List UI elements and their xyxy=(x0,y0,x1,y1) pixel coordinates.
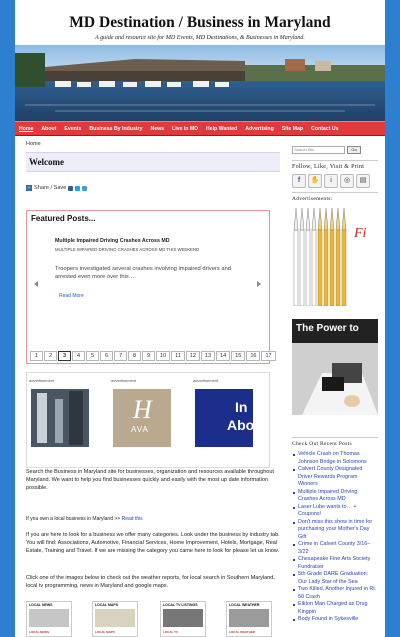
sidebar-search xyxy=(292,146,378,154)
images-paragraph: Click one of the images below to check out the weather reports, for local search in Southern Maryland, local tv programming, news in Maryland and google maps. xyxy=(26,575,275,589)
service-thumbnails xyxy=(26,601,280,637)
search-input[interactable]: Search this xyxy=(292,146,345,154)
local-news-thumb[interactable] xyxy=(26,601,72,637)
main-nav xyxy=(15,121,385,136)
page xyxy=(15,0,385,637)
sidebar-ad-pencils[interactable] xyxy=(292,206,378,306)
intro-paragraph: Search the Business in Maryland site for businesses, organization and resources available throughout Maryland. We want to help you find businesses quickly and easily with the most up date information possible. xyxy=(26,469,274,491)
thumb-image xyxy=(229,609,269,627)
featured-posts-slider xyxy=(26,210,270,364)
ad-image[interactable] xyxy=(195,389,253,447)
page-15-button[interactable]: 15 xyxy=(231,351,245,361)
email-icon[interactable] xyxy=(82,186,87,191)
recent-post-link[interactable]: Chesapeake Fine Arts Society Fundraiser xyxy=(292,556,378,571)
print-icon[interactable]: ▤ xyxy=(356,174,370,188)
recent-post-link[interactable]: Vehicle Crash on Thomas Johnson Bridge in Solomons xyxy=(292,451,378,466)
ad-slot-2[interactable] xyxy=(109,373,179,447)
recent-post-link[interactable]: Laser Lube wants to… + Coupons! xyxy=(292,504,378,519)
advertisement-row xyxy=(26,372,270,468)
thumb-title: LOCAL NEWS xyxy=(29,603,53,607)
nav-business-by-industry[interactable]: Business By Industry xyxy=(89,125,143,132)
thumb-title: LOCAL TV LISTINGS xyxy=(163,603,198,607)
sidebar-ad-power[interactable] xyxy=(292,319,378,415)
page-12-button[interactable]: 12 xyxy=(186,351,200,361)
ad-slot-1[interactable] xyxy=(27,373,97,447)
recent-posts-widget xyxy=(292,437,378,624)
main-content xyxy=(26,141,280,589)
page-3-button[interactable]: 3 xyxy=(58,351,71,361)
divider xyxy=(292,192,378,193)
thumb-title: LOCAL MAPS xyxy=(95,603,119,607)
recent-post-link[interactable]: Don't miss this show in time for purchasing your Mother's Day Gift xyxy=(292,519,378,542)
owner-line xyxy=(26,515,282,523)
thumb-image xyxy=(163,609,203,627)
page-13-button[interactable]: 13 xyxy=(201,351,215,361)
local-tv-thumb[interactable] xyxy=(160,601,206,637)
share-bar[interactable] xyxy=(26,185,280,191)
owner-prefix: If you own a local business in Maryland >> xyxy=(26,516,121,522)
share-icon[interactable]: + xyxy=(27,185,31,190)
ad-image[interactable] xyxy=(113,389,171,447)
nav-advertising[interactable]: Advertising xyxy=(245,125,274,132)
nav-contact-us[interactable]: Contact Us xyxy=(311,125,339,132)
thumb-tag: LOCAL WEATHER xyxy=(229,630,256,634)
site-title[interactable]: MD Destination / Business in Maryland xyxy=(69,14,331,31)
page-7-button[interactable]: 7 xyxy=(114,351,127,361)
recent-post-link[interactable]: Elkton Man Charged as Drug Kingpin xyxy=(292,601,378,616)
nav-help-wanted[interactable]: Help Wanted xyxy=(205,125,238,132)
page-8-button[interactable]: 8 xyxy=(128,351,141,361)
facebook-icon[interactable]: f xyxy=(292,174,306,188)
recent-post-link[interactable]: Body Found in Sykesville xyxy=(292,616,378,624)
recent-posts-heading: Check Out Recent Posts xyxy=(292,441,352,447)
header-banner-photo xyxy=(15,45,385,121)
next-arrow-icon[interactable] xyxy=(257,281,261,287)
page-11-button[interactable]: 11 xyxy=(171,351,185,361)
share-save-label[interactable]: Share / Save xyxy=(34,185,67,191)
page-1-button[interactable]: 1 xyxy=(30,351,43,361)
categories-paragraph: If you are here to look for a business we offer many categories. Look under the business by industry tab. You will find: Associations, Automotive, Financial Services, Home Improvement, Hotels, Mortgage, Real Estate, Training and Travel. If we are missing the category you came here to look for please let us know. xyxy=(26,532,280,554)
recent-posts-list xyxy=(292,451,378,624)
thumb-tag: LOCAL TV xyxy=(163,630,178,634)
owner-read-this-link[interactable]: Read this xyxy=(121,516,143,522)
local-maps-thumb[interactable] xyxy=(92,601,138,637)
prev-arrow-icon[interactable] xyxy=(34,281,38,287)
ad-headline: Fi xyxy=(354,226,367,241)
ad-label: advertisement xyxy=(29,378,55,383)
page-5-button[interactable]: 5 xyxy=(86,351,99,361)
page-9-button[interactable]: 9 xyxy=(142,351,155,361)
divider xyxy=(292,437,378,438)
thumb-title: LOCAL WEATHER xyxy=(229,603,260,607)
recent-post-link[interactable]: Calvert County Designated Driver Rewards Program Winners xyxy=(292,466,378,489)
ads-heading: Advertisements: xyxy=(292,196,333,202)
thumb-tag: LOCAL NEWS xyxy=(29,630,50,634)
thumb-image xyxy=(29,609,69,627)
local-weather-thumb[interactable] xyxy=(226,601,272,637)
nav-home[interactable]: Home xyxy=(19,125,34,132)
follow-heading: Follow, Like, Visit & Print xyxy=(292,164,365,170)
ad-slot-3[interactable] xyxy=(191,373,261,447)
globe-icon[interactable]: ◎ xyxy=(340,174,354,188)
breadcrumb[interactable]: Home xyxy=(26,141,41,147)
social-icons xyxy=(292,174,378,188)
ad-subtext: AVA xyxy=(131,425,149,434)
page-17-button[interactable]: 17 xyxy=(261,351,275,361)
recent-post-link[interactable]: 5th Grade DARE Graduation: Our Lady Star of the Sea xyxy=(292,571,378,586)
sidebar xyxy=(292,141,378,624)
nav-events[interactable]: Events xyxy=(64,125,82,132)
read-more-link[interactable]: Read More xyxy=(59,293,84,299)
featured-post-title[interactable]: Multiple Impaired Driving Crashes Across MD xyxy=(55,238,170,244)
header xyxy=(15,0,385,45)
search-button[interactable]: Go xyxy=(347,146,361,154)
page-6-button[interactable]: 6 xyxy=(100,351,113,361)
ad-headline: The Power to xyxy=(296,323,359,334)
facebook-icon[interactable] xyxy=(68,186,73,191)
page-14-button[interactable]: 14 xyxy=(216,351,230,361)
featured-post-excerpt: Troopers investigated several crashes involving impaired drivers and arrested even more over this … xyxy=(55,266,232,280)
twitter-icon[interactable] xyxy=(75,186,80,191)
ad-headline: H xyxy=(133,395,152,424)
nav-news[interactable]: News xyxy=(150,125,165,132)
ad-label: advertisement xyxy=(193,378,219,383)
nav-about[interactable]: About xyxy=(41,125,57,132)
recent-post-link[interactable]: Multiple Impaired Driving Crashes Across MD xyxy=(292,489,378,504)
like-icon[interactable]: ✋ xyxy=(308,174,322,188)
nav-live-in-md[interactable]: Live in MD xyxy=(172,125,198,132)
divider xyxy=(292,160,378,161)
recent-post-link[interactable]: Crime in Calvert County 3/16–3/22 xyxy=(292,541,378,556)
nav-site-map[interactable]: Site Map xyxy=(281,125,304,132)
page-title: Welcome xyxy=(26,152,280,172)
thumb-image xyxy=(95,609,135,627)
featured-posts-heading: Featured Posts... xyxy=(31,214,96,223)
ad-image[interactable] xyxy=(31,389,89,447)
ad-headline: In xyxy=(235,399,248,415)
page-10-button[interactable]: 10 xyxy=(156,351,170,361)
visit-icon[interactable]: i xyxy=(324,174,338,188)
featured-post-subtitle: MULTIPLE IMPAIRED DRIVING CRASHES ACROSS MD THIS WEEKEND xyxy=(55,247,200,252)
slider-pagination xyxy=(30,351,276,361)
page-2-button[interactable]: 2 xyxy=(44,351,57,361)
thumb-tag: LOCAL MAPS xyxy=(95,630,115,634)
ad-subtext: Abo xyxy=(227,417,255,433)
recent-post-link[interactable]: Two Killed, Another Injured in Rt. 50 Crash xyxy=(292,586,378,601)
page-16-button[interactable]: 16 xyxy=(246,351,260,361)
ad-label: advertisement xyxy=(111,378,137,383)
page-4-button[interactable]: 4 xyxy=(72,351,85,361)
site-tagline: A guide and resource site for MD Events, MD Destinations, & Businesses in Maryland. xyxy=(95,35,305,41)
